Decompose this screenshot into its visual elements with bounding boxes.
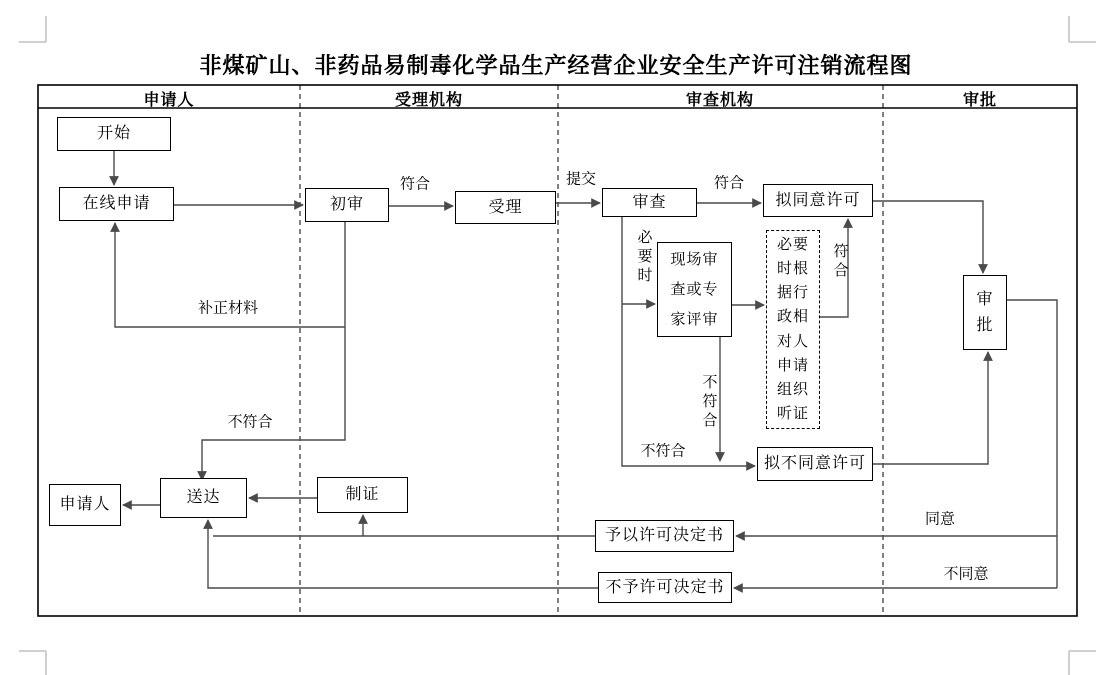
- lane-header-2: 受理机构: [394, 92, 464, 109]
- label-conform-2: 符合: [713, 172, 745, 193]
- label-when-necessary: 必要时: [637, 229, 653, 284]
- label-supplement-materials: 补正材料: [197, 297, 259, 318]
- label-agree: 同意: [924, 508, 956, 529]
- label-conform-1: 符合: [399, 173, 431, 194]
- node-approve: [963, 275, 1007, 350]
- node-initial-review: 初审: [305, 188, 389, 222]
- edge-approve-right-trunk: [1007, 300, 1057, 588]
- node-site-review: 现场审查或专家评审: [657, 242, 732, 337]
- node-make-cert: 制证: [317, 477, 408, 513]
- flowchart-title: 非煤矿山、非药品易制毒化学品生产经营企业安全生产许可注销流程图: [199, 53, 913, 78]
- node-hearing: 必要时根据行政相对人申请组织听证: [766, 230, 820, 429]
- node-deny-decision: 不予许可决定书: [598, 572, 732, 603]
- label-disagree: 不同意: [942, 563, 989, 584]
- node-review: 审查: [602, 188, 697, 217]
- edge-initial-review-to-deliver: [202, 222, 345, 480]
- node-propose-approve: 拟同意许可: [763, 184, 873, 217]
- label-conform-3: 符合: [833, 243, 849, 279]
- node-applicant-final: 申请人: [49, 484, 121, 526]
- node-approve-text: 审批: [976, 290, 994, 334]
- lane-header-1: 申请人: [143, 92, 195, 109]
- node-propose-deny: 拟不同意许可: [757, 447, 873, 481]
- edge-propose-approve-to-approve: [873, 201, 983, 273]
- label-nonconform-bottom: 不符合: [639, 440, 686, 461]
- label-nonconform-left: 不符合: [226, 411, 273, 432]
- node-grant-decision: 予以许可决定书: [595, 520, 734, 552]
- node-deliver: 送达: [160, 478, 247, 518]
- edge-deny-decision-to-deliver: [208, 520, 598, 588]
- node-accept: 受理: [455, 191, 556, 224]
- node-online-apply: 在线申请: [59, 187, 174, 221]
- edge-propose-deny-to-approve: [873, 352, 988, 464]
- label-nonconform-mid: 不符合: [702, 374, 718, 429]
- label-submit: 提交: [565, 168, 597, 189]
- lane-header-4: 审批: [962, 92, 998, 109]
- node-start: 开始: [57, 117, 171, 151]
- lane-header-3: 审查机构: [685, 92, 755, 109]
